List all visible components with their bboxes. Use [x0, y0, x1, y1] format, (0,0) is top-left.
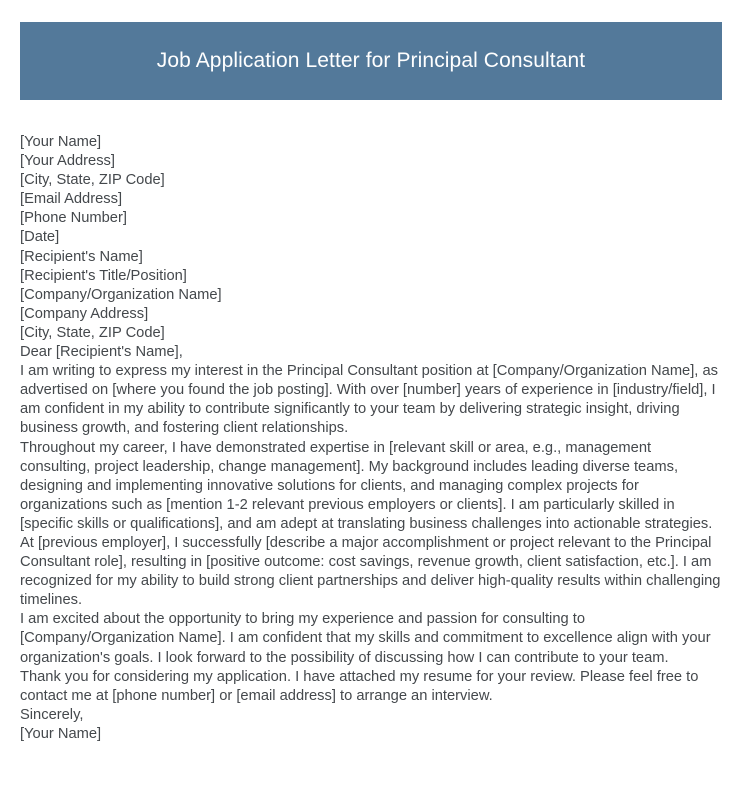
letter-line: [Your Name] [20, 725, 102, 742]
letter-line: [Date] [20, 229, 60, 246]
letter-line: [Company/Organization Name] [20, 286, 222, 303]
letter-line: Thank you for considering my application. I have attached my resume for your review. Please feel free to contact me at [phone number] or [email address] to arrange an interview. [20, 668, 703, 704]
letter-line: [Phone Number] [20, 210, 127, 227]
letter-line: Sincerely, [20, 706, 84, 723]
letter-line: [Recipient's Title/Position] [20, 267, 187, 284]
letter-line: At [previous employer], I successfully [describe a major accomplishment or project relevant to the Principal Consultant role], resulting in [positive outcome: cost savings, revenue growth, client satisfaction, etc.]. I am recognized for my ability to build strong client partnerships and deliver high-quality results within challenging timelines. [20, 534, 725, 609]
letter-line: [City, State, ZIP Code] [20, 324, 165, 341]
page-title: Job Application Letter for Principal Consultant [156, 49, 586, 73]
letter-line: Dear [Recipient's Name], [20, 344, 183, 361]
letter-line: [Your Name] [20, 134, 102, 150]
letter-line: I am writing to express my interest in the Principal Consultant position at [Company/Organization Name], as advertised on [where you found the job posting]. With over [number] years of experience in [industry/field], I am confident in my ability to contribute significantly to your team by delivering strategic insight, driving business growth, and fostering client relationships. [20, 363, 723, 437]
letter-line: [City, State, ZIP Code] [20, 172, 165, 189]
letter-line: [Company Address] [20, 305, 149, 322]
letter-line: Throughout my career, I have demonstrated expertise in [relevant skill or area, e.g., management consulting, project leadership, change management]. My background includes leading diverse teams, designing and implementing innovative solutions for clients, and managing complex projects for organizations such as [mention 1-2 relevant previous employers or clients]. I am particularly skilled in [specific skills or qualifications], and am adept at translating business challenges into actionable strategies. [20, 439, 713, 532]
letter-line: I am excited about the opportunity to bring my experience and passion for consulting to [Company/Organization Name]. I am confident that my skills and commitment to excellence align with your organization's goals. I look forward to the possibility of discussing how I can contribute to your team. [20, 611, 715, 666]
letter-line: [Your Address] [20, 153, 115, 170]
letter-line: [Email Address] [20, 191, 123, 208]
letter-body [20, 133, 725, 744]
letter-line: [Recipient's Name] [20, 248, 143, 265]
document-header-banner [20, 22, 722, 100]
